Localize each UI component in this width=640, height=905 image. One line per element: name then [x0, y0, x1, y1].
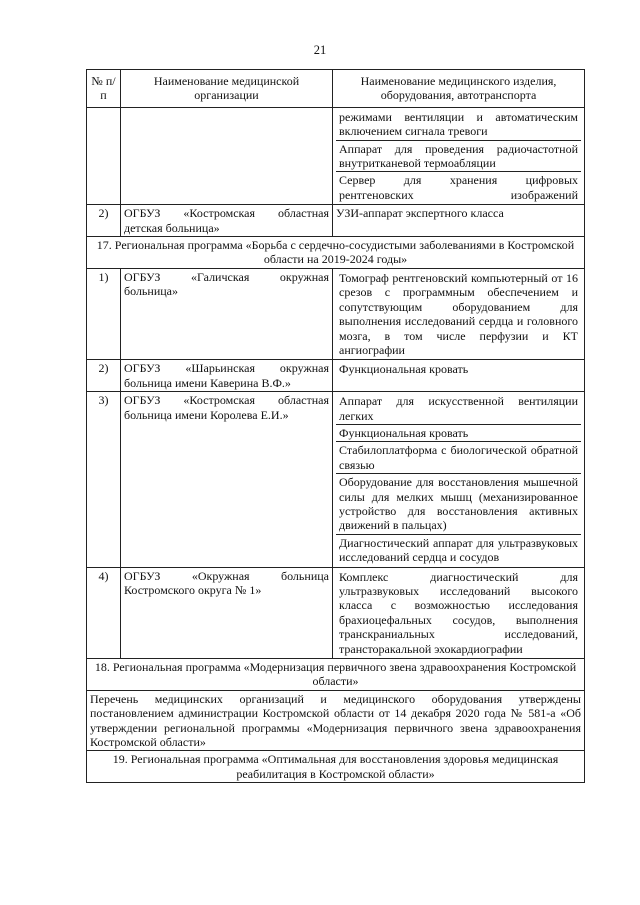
row-device: УЗИ-аппарат экспертного класса [333, 205, 585, 237]
device-item: режимами вентиляции и автоматическим включением сигнала тревоги [339, 109, 578, 139]
device-item: Аппарат для проведения радиочастотной внутритканевой термоабляции [336, 140, 581, 172]
row-num: 1) [87, 268, 121, 359]
device-item: Оборудование для восстановления мышечной силы для мелких мышц (механизированное устройство для восстановления активных движений в пальцах) [336, 473, 581, 534]
table-row [87, 392, 585, 567]
header-organization: Наименование медицинской организации [121, 70, 333, 108]
table-row [87, 567, 585, 658]
device-item: Стабилоплатформа с биологической обратной связью [336, 441, 581, 473]
row-organization: ОГБУЗ «Костромская областная детская больница» [121, 205, 333, 237]
section-17-title: 17. Региональная программа «Борьба с сердечно-сосудистыми заболеваниями в Костромской области на 2019-2024 годы» [87, 237, 585, 269]
row-organization: ОГБУЗ «Шарьинская окружная больница имени Каверина В.Ф.» [121, 360, 333, 392]
table-row [87, 268, 585, 359]
device-list [333, 360, 585, 392]
device-list [333, 392, 585, 567]
device-item: Комплекс диагностический для ультразвуковых исследований высокого класса с возможностью исследования брахиоцефальных сосудов, выполнения транскраниальных исследований, трансторакальной эхокардиографии [339, 569, 578, 656]
section-row [87, 751, 585, 783]
header-num: № п/п [87, 70, 121, 108]
row-num: 3) [87, 392, 121, 567]
device-item: Сервер для хранения цифровых рентгеновских изображений [336, 171, 581, 203]
device-item: Диагностический аппарат для ультразвуковых исследований сердца и сосудов [336, 534, 581, 566]
row-num: 2) [87, 205, 121, 237]
row-num [87, 107, 121, 204]
row-organization: ОГБУЗ «Окружная больница Костромского округа № 1» [121, 567, 333, 658]
section-19-title: 19. Региональная программа «Оптимальная для восстановления здоровья медицинская реабилитация в Костромской области» [87, 751, 585, 783]
table-row [87, 205, 585, 237]
device-item: Функциональная кровать [336, 424, 581, 441]
device-list [333, 268, 585, 359]
device-item: Аппарат для искусственной вентиляции легких [339, 394, 578, 423]
page-number: 21 [313, 43, 327, 57]
row-num: 4) [87, 567, 121, 658]
device-list [333, 567, 585, 658]
section-row [87, 237, 585, 269]
device-item: Томограф рентгеновский компьютерный от 16 срезов с программным обеспечением и сопутствующим оборудованием для выполнения исследований сердца и головного мозга, в том числе перфузии и КТ ангиографии [339, 270, 578, 357]
device-list [333, 107, 585, 204]
table-row [87, 360, 585, 392]
row-organization: ОГБУЗ «Костромская областная больница имени Королева Е.И.» [121, 392, 333, 567]
table-header-row [87, 70, 585, 108]
row-num: 2) [87, 360, 121, 392]
section-row [87, 659, 585, 691]
header-device: Наименование медицинского изделия, оборудования, автотранспорта [333, 70, 585, 108]
row-organization: ОГБУЗ «Галичская окружная больница» [121, 268, 333, 359]
note-row [87, 690, 585, 751]
section-18-note: Перечень медицинских организаций и медицинского оборудования утверждены постановлением администрации Костромской области от 14 декабря 2020 года № 581-а «Об утверждении региональной программы «Модернизация первичного звена здравоохранения Костромской области» [87, 690, 585, 751]
section-18-title: 18. Региональная программа «Модернизация первичного звена здравоохранения Костромской области» [87, 659, 585, 691]
table-row [87, 107, 585, 204]
row-organization [121, 107, 333, 204]
equipment-table [86, 69, 585, 783]
device-item: Функциональная кровать [339, 362, 469, 377]
